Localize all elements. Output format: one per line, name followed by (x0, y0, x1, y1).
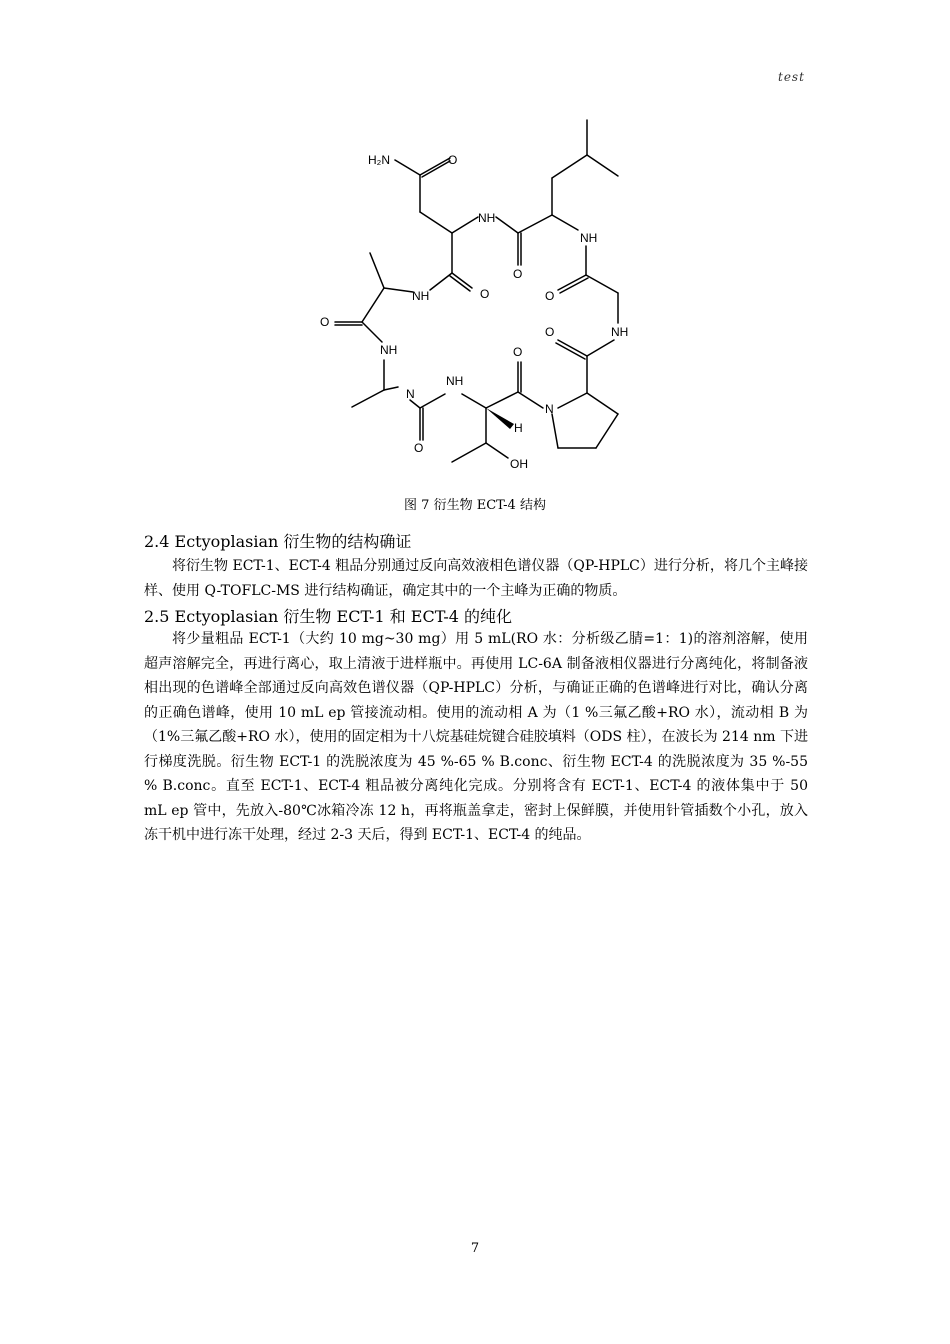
atom-oh: OH (510, 457, 528, 471)
page-number: 7 (470, 1241, 480, 1256)
atom-o-gly: O (545, 289, 555, 303)
chemical-structure-figure (300, 110, 660, 480)
atom-nh-mid-right: NH (611, 325, 629, 339)
atom-o-left-top: O (480, 287, 490, 301)
atom-n-lower: N (406, 387, 415, 401)
section-heading-2-5: 2.5 Ectyoplasian 衍生物 ECT-1 和 ECT-4 的纯化 (144, 607, 513, 626)
figure-caption: 图 7 衍生物 ECT-4 结构 (404, 498, 546, 513)
atom-o-pro: O (545, 325, 555, 339)
section-paragraph-2-5 (144, 627, 808, 848)
section-paragraph-2-4 (144, 554, 808, 603)
section-heading-2-4: 2.4 Ectyoplasian 衍生物的结构确证 (144, 532, 412, 551)
atom-o-thr-carbonyl: O (513, 345, 523, 359)
atom-nh-top: NH (478, 211, 496, 225)
atom-h-lower: H (514, 421, 523, 435)
atom-nh-left-lower: NH (380, 343, 398, 357)
paragraph-text: 将衍生物 ECT-1、ECT-4 粗品分别通过反向高效液相色谱仪器（QP-HPLC）进行分析，将几个主峰接样、使用 Q-TOFLC-MS 进行结构确证，确定其中的一个主峰为正确的物质。 (144, 558, 808, 599)
atom-n-pro: N (545, 402, 554, 416)
atom-nh-right: NH (580, 231, 598, 245)
atom-o-amide: O (448, 153, 458, 167)
ect4-structure-diagram (300, 110, 660, 480)
header-mark: test (778, 70, 805, 84)
atom-o-left: O (320, 315, 330, 329)
paragraph-text: 将少量粗品 ECT-1（大约 10 mg~30 mg）用 5 mL(RO 水：分析级乙腈=1：1)的溶剂溶解，使用超声溶解完全，再进行离心，取上清液于进样瓶中。再使用 LC-6A 制备液相仪器进行分离纯化，将制备液相出现的色谱峰全部通过反向高效色谱仪器（QP-HPLC）分析，与确证正确的色谱峰进行对比，确认分离的正确色谱峰，使用 10 mL ep 管接流动相。使用的流动相 A 为（1 %三氟乙酸+RO 水），流动相 B 为（1%三氟乙酸+RO 水），使用的固定相为十八烷基硅烷键合硅胶填料（ODS 柱），在波长为 214 nm 下进行梯度洗脱。衍生物 ECT-1 的洗脱浓度为 45 %-65 % B.conc、衍生物 ECT-4 的洗脱浓度为 35 %-55 % B.conc。直至 ECT-1、ECT-4 粗品被分离纯化完成。分别将含有 ECT-1、ECT-4 的液体集中于 50 mL ep 管中，先放入-80℃冰箱冷冻 12 h，再将瓶盖拿走，密封上保鲜膜，并使用针管插数个小孔，放入冻干机中进行冻干处理，经过 2-3 天后，得到 ECT-1、ECT-4 的纯品。 (144, 631, 808, 843)
atom-o-lower: O (414, 441, 424, 455)
atom-nh-lower: NH (446, 374, 464, 388)
atom-o-top-carbonyl: O (513, 267, 523, 281)
atom-h2n: H₂N (368, 153, 390, 167)
atom-nh-left: NH (412, 289, 430, 303)
